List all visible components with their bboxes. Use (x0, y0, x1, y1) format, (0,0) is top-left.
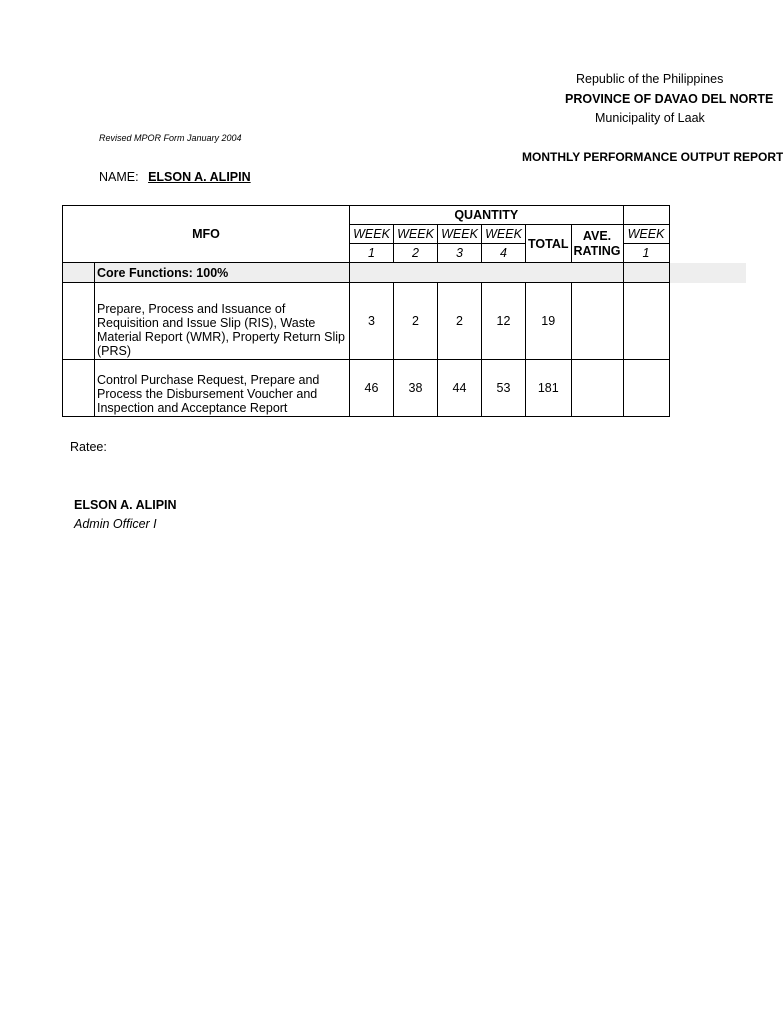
core-quantity-blank (350, 263, 624, 283)
ave-label: AVE. (582, 228, 612, 243)
header-row-1 (63, 206, 670, 225)
week-4-value: 12 (482, 283, 526, 360)
core-functions-label: Core Functions: 100% (95, 263, 350, 283)
extra-quantity-cell (623, 206, 669, 225)
ave-rating-value (571, 283, 623, 360)
name-row (99, 170, 251, 184)
row-index-cell (63, 283, 95, 360)
performance-table (62, 205, 670, 417)
core-blank-cell (63, 263, 95, 283)
mfo-description: Prepare, Process and Issuance of Requisition and Issue Slip (RIS), Waste Material Report (WMR), Property Return Slip (PRS) (95, 283, 350, 360)
week-4-value: 53 (482, 360, 526, 417)
report-title: MONTHLY PERFORMANCE OUTPUT REPORT (522, 150, 783, 164)
week-3-value: 44 (438, 360, 482, 417)
week-2-value: 38 (394, 360, 438, 417)
total-header: TOTAL (526, 225, 572, 263)
municipality-line: Municipality of Laak (595, 111, 705, 125)
core-extra-blank (623, 263, 669, 283)
week-2-value: 2 (394, 283, 438, 360)
total-value: 181 (526, 360, 572, 417)
extra-week-value (623, 360, 669, 417)
total-value: 19 (526, 283, 572, 360)
table-row (63, 283, 670, 360)
row-index-cell (63, 360, 95, 417)
week-2-label: WEEK (394, 225, 438, 244)
quantity-header: QUANTITY (350, 206, 624, 225)
week-2-number: 2 (394, 244, 438, 263)
week-3-number: 3 (438, 244, 482, 263)
ratee-name: ELSON A. ALIPIN (74, 498, 177, 512)
name-value: ELSON A. ALIPIN (148, 170, 251, 184)
week-1-value: 3 (350, 283, 394, 360)
form-revision-note: Revised MPOR Form January 2004 (99, 133, 242, 143)
rating-label: RATING (573, 243, 621, 258)
week-4-label: WEEK (482, 225, 526, 244)
name-label: NAME: (99, 170, 139, 184)
extra-week-value (623, 283, 669, 360)
week-1-value: 46 (350, 360, 394, 417)
ave-rating-header (571, 225, 623, 263)
extra-week-number: 1 (623, 244, 669, 263)
province-line: PROVINCE OF DAVAO DEL NORTE (565, 92, 774, 106)
mfo-header: MFO (63, 206, 350, 263)
ratee-label: Ratee: (70, 440, 107, 454)
ave-rating-value (571, 360, 623, 417)
week-3-label: WEEK (438, 225, 482, 244)
extra-week-label: WEEK (623, 225, 669, 244)
week-4-number: 4 (482, 244, 526, 263)
core-functions-row (63, 263, 670, 283)
week-3-value: 2 (438, 283, 482, 360)
week-1-label: WEEK (350, 225, 394, 244)
mfo-description: Control Purchase Request, Prepare and Process the Disbursement Voucher and Inspection and Acceptance Report (95, 360, 350, 417)
table-row (63, 360, 670, 417)
week-1-number: 1 (350, 244, 394, 263)
ratee-position: Admin Officer I (74, 517, 157, 531)
republic-line: Republic of the Philippines (576, 72, 724, 86)
